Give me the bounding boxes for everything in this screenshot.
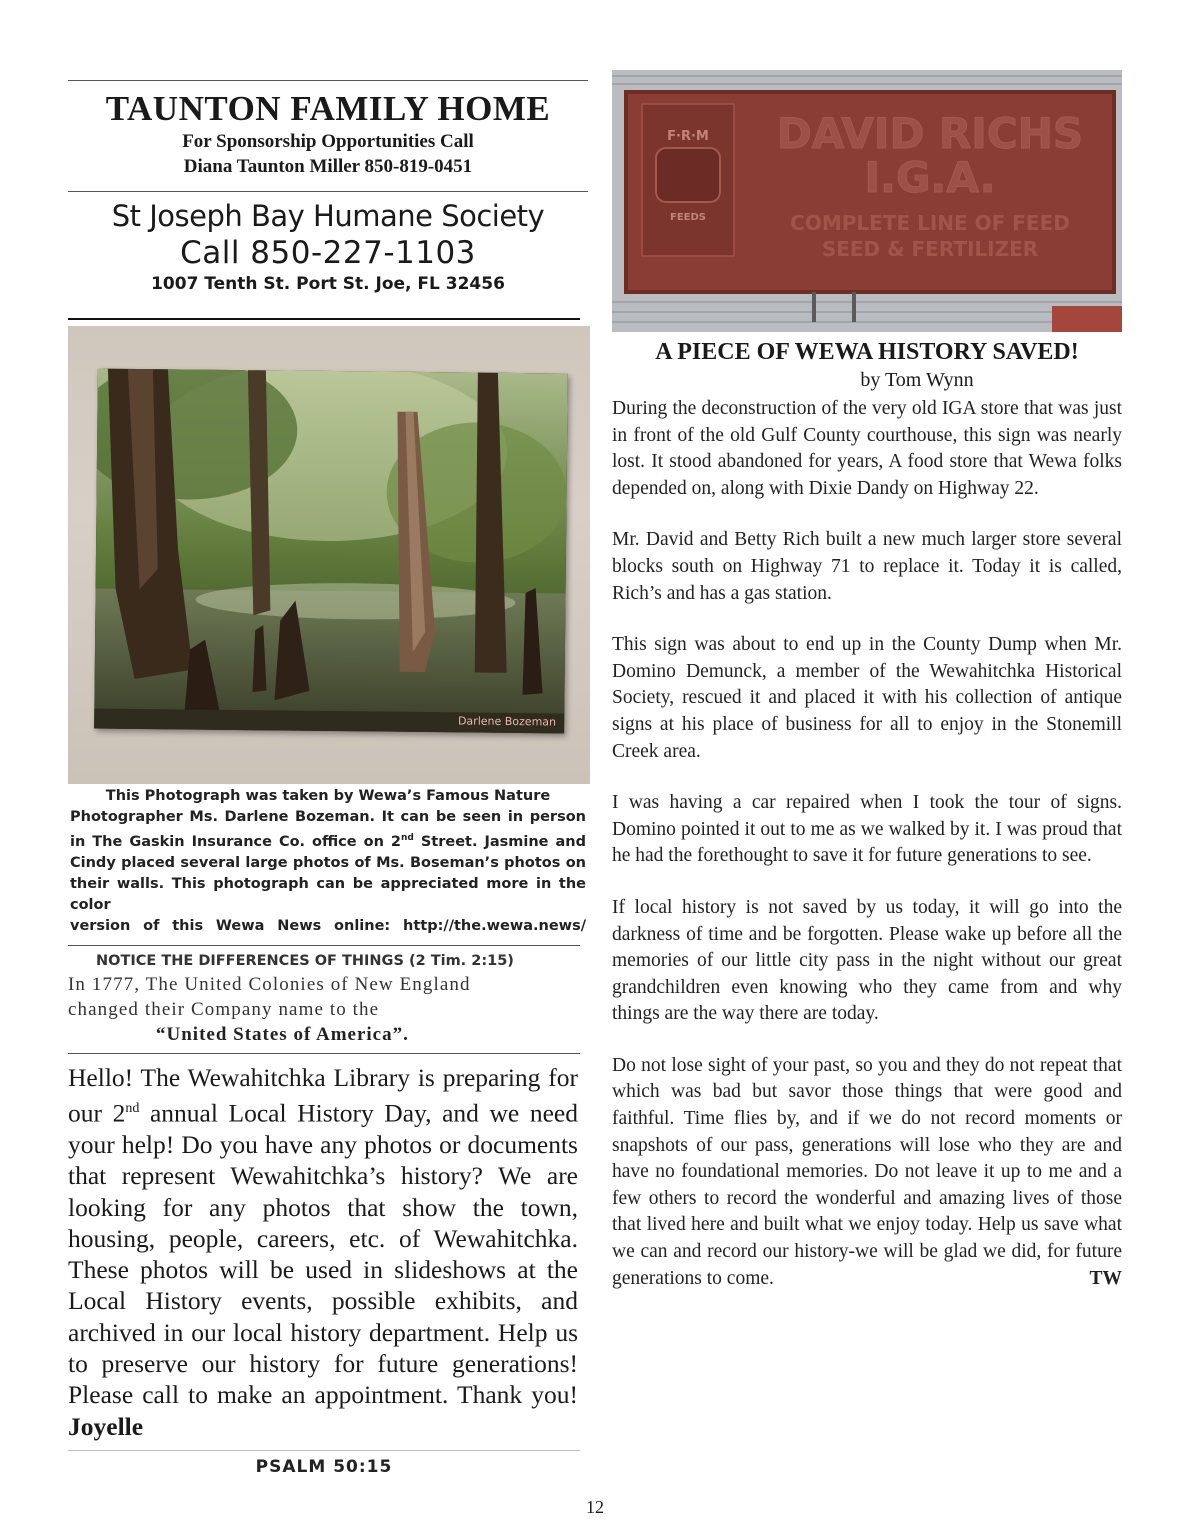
bag-label: FEEDS <box>670 212 706 223</box>
sign-line4: SEED & FERTILIZER <box>821 237 1039 261</box>
library-signature: Joyelle <box>68 1411 144 1441</box>
humane-society-ad <box>68 192 588 296</box>
caption-sup: nd <box>400 833 414 843</box>
nature-photo <box>68 326 590 784</box>
article-last-paragraph <box>612 1053 1122 1292</box>
caption-body-a: Photographer Ms. Darlene Bozeman. It can be seen in person in The Gaskin Insurance Co. office on 2 <box>70 809 586 850</box>
photo-caption <box>68 784 588 941</box>
iga-sign-photo <box>612 70 1122 332</box>
article-last-text: Do not lose sight of your past, so you and they do not repeat that which was bad but savor those things that were good and faithful. Time flies by, and if we do not record moments or snapshots of our pass, generations will lose who they are and have no foundational memories. Do not leave it up to me and a few others to record the wonderful and amazing lives of those that lived here and built what we enjoy today. Help us save what we can and record our history-we will be glad we did, for future generations to come. <box>612 1054 1122 1289</box>
left-column <box>68 70 588 1477</box>
sign-line1: DAVID RICHS <box>776 109 1084 158</box>
taunton-line2: Diana Taunton Miller 850-819-0451 <box>183 156 473 177</box>
humane-phone: Call 850-227-1103 <box>180 235 476 271</box>
humane-address: 1007 Tenth St. Port St. Joe, FL 32456 <box>151 274 505 294</box>
notice-line3: “United States of America”. <box>156 1023 409 1045</box>
library-sup: nd <box>125 1101 140 1117</box>
article-body <box>612 396 1122 1292</box>
article-headline: A PIECE OF WEWA HISTORY SAVED! <box>655 339 1079 365</box>
psalm-reference: PSALM 50:15 <box>255 1456 393 1477</box>
taunton-title: TAUNTON FAMILY HOME <box>105 89 551 128</box>
sign-line3: COMPLETE LINE OF FEED <box>790 211 1070 235</box>
right-column <box>612 70 1122 1317</box>
caption-first-line: This Photograph was taken by Wewa’s Famous Nature <box>105 788 551 804</box>
article-signature: TW <box>1089 1267 1122 1289</box>
library-text-a: Hello! The Wewahitchka Library is preparing for our 2 <box>68 1062 578 1128</box>
notice-line1: In 1777, The United Colonies of New England <box>68 973 471 995</box>
article-paragraph: I was having a car repaired when I took the tour of signs. Domino pointed it out to me as we walked by it. I was proud that he had the forethought to save it for future generations to see. <box>612 792 1122 867</box>
library-text-b: annual Local History Day, and we need your help! Do you have any photos or documents that represent Wewahitchka’s history? We are looking for any photos that show the town, housing, people, careers, etc. of Wewahitchka. These photos will be used in slideshows at the Local History events, possible exhibits, and archived in our local history department. Help us to preserve our history for future generations! Please call to make an appointment. Thank you! <box>68 1098 578 1410</box>
photo-credit: Darlene Bozeman <box>457 714 557 729</box>
page-number: 12 <box>586 1497 604 1517</box>
article-paragraph: This sign was about to end up in the County Dump when Mr. Domino Demunck, a member of the Wewahitchka Historical Society, rescued it and placed it with his collection of antique signs at his place of business for all to enjoy in the Stonemill Creek area. <box>612 634 1122 762</box>
taunton-ad <box>68 81 588 179</box>
bag-brand: F·R·M <box>667 129 709 144</box>
divider <box>68 318 580 320</box>
cypress-swamp-image <box>94 369 568 734</box>
library-announcement <box>68 1054 578 1442</box>
caption-body-b: Street. Jasmine and Cindy placed several large photos of Ms. Boseman’s photos on their walls. This photograph can be appreciated more in the color <box>70 833 587 913</box>
notice-heading: NOTICE THE DIFFERENCES OF THINGS (2 Tim. 2:15) <box>96 952 514 969</box>
humane-name: St Joseph Bay Humane Society <box>111 199 545 233</box>
sign-line2: I.G.A. <box>864 153 996 202</box>
article-byline: by Tom Wynn <box>860 369 974 391</box>
caption-last-line: version of this Wewa News online: http://the.wewa.news/ <box>70 917 586 934</box>
article-paragraph: Mr. David and Betty Rich built a new much larger store several blocks south on Highway 71 to replace it. Today it is called, Rich’s and has a gas station. <box>612 529 1122 604</box>
taunton-line1: For Sponsorship Opportunities Call <box>182 131 474 152</box>
notice-line2: changed their Company name to the <box>68 998 380 1020</box>
article-paragraph: During the deconstruction of the very old IGA store that was just in front of the old Gulf County courthouse, this sign was nearly lost. It stood abandoned for years, A food store that Wewa folks depended on, along with Dixie Dandy on Highway 22. <box>612 398 1122 499</box>
article-paragraph: If local history is not saved by us today, it will go into the darkness of time and be forgotten. Please wake up before all the memories of our little city pass in the night without our great grandchildren even knowing who they came from and why things are the way there are today. <box>612 896 1122 1025</box>
notice-box <box>68 946 588 1047</box>
